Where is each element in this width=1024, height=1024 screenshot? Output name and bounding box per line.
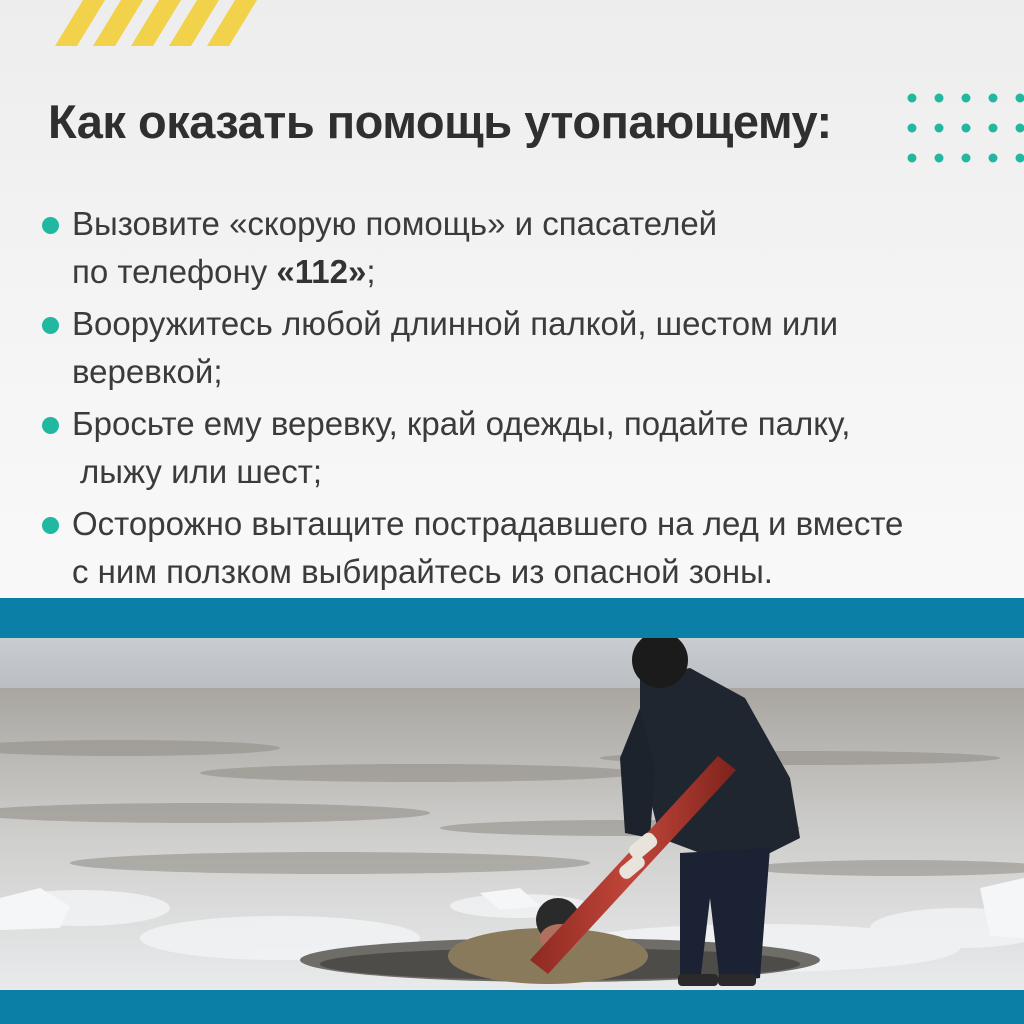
decor-dot xyxy=(935,154,944,163)
bullet-dot-icon xyxy=(42,517,59,534)
bottom-blue-band xyxy=(0,990,1024,1024)
decor-dot xyxy=(1016,94,1024,103)
decor-dot xyxy=(1016,154,1024,163)
decor-dot xyxy=(908,154,917,163)
bullet-dot-icon xyxy=(42,217,59,234)
list-item-line xyxy=(72,300,1015,348)
list-item-text: Осторожно вытащите пострадавшего на лед и вместе xyxy=(72,505,904,542)
list-item-line xyxy=(72,348,1015,396)
list-item-text: Бросьте ему веревку, край одежды, подайте палку, xyxy=(72,405,851,442)
decor-dot xyxy=(962,124,971,133)
bullet-dot-icon xyxy=(42,417,59,434)
decor-dot xyxy=(935,94,944,103)
list-item-line xyxy=(72,400,1015,448)
decor-dot xyxy=(962,94,971,103)
bullet-dot-icon xyxy=(42,317,59,334)
decorative-stripes xyxy=(55,0,260,46)
list-item-line xyxy=(72,448,1015,496)
decor-dot xyxy=(962,154,971,163)
phone-number: «112» xyxy=(276,253,367,290)
list-item-line xyxy=(72,248,1015,296)
decor-dot xyxy=(989,124,998,133)
list-item-text: с ним ползком выбирайтесь из опасной зоны. xyxy=(72,553,773,590)
decor-dot xyxy=(908,94,917,103)
decor-dot xyxy=(989,94,998,103)
list-item xyxy=(40,400,1015,496)
top-blue-band xyxy=(0,598,1024,638)
list-item xyxy=(40,200,1015,296)
decor-dot xyxy=(935,124,944,133)
decor-dot xyxy=(989,154,998,163)
list-item-text: ; xyxy=(366,253,376,290)
list-item-text: Вооружитесь любой длинной палкой, шестом или xyxy=(72,305,839,342)
ice-rescue-photo xyxy=(0,638,1024,990)
list-item-text: веревкой; xyxy=(72,353,223,390)
list-item-text: Вызовите «скорую помощь» и спасателей xyxy=(72,205,718,242)
list-item-line xyxy=(72,200,1015,248)
list-item-line xyxy=(72,500,1015,548)
list-item-line xyxy=(72,548,1015,596)
page-title: Как оказать помощь утопающему: xyxy=(48,95,832,148)
instructions-list xyxy=(40,200,1015,600)
list-item-text: лыжу или шест; xyxy=(80,453,322,490)
list-item xyxy=(40,300,1015,396)
list-item-text: по телефону xyxy=(72,253,277,290)
decorative-dot-grid xyxy=(906,92,1024,164)
list-item xyxy=(40,500,1015,596)
decor-dot xyxy=(1016,124,1024,133)
decor-dot xyxy=(908,124,917,133)
